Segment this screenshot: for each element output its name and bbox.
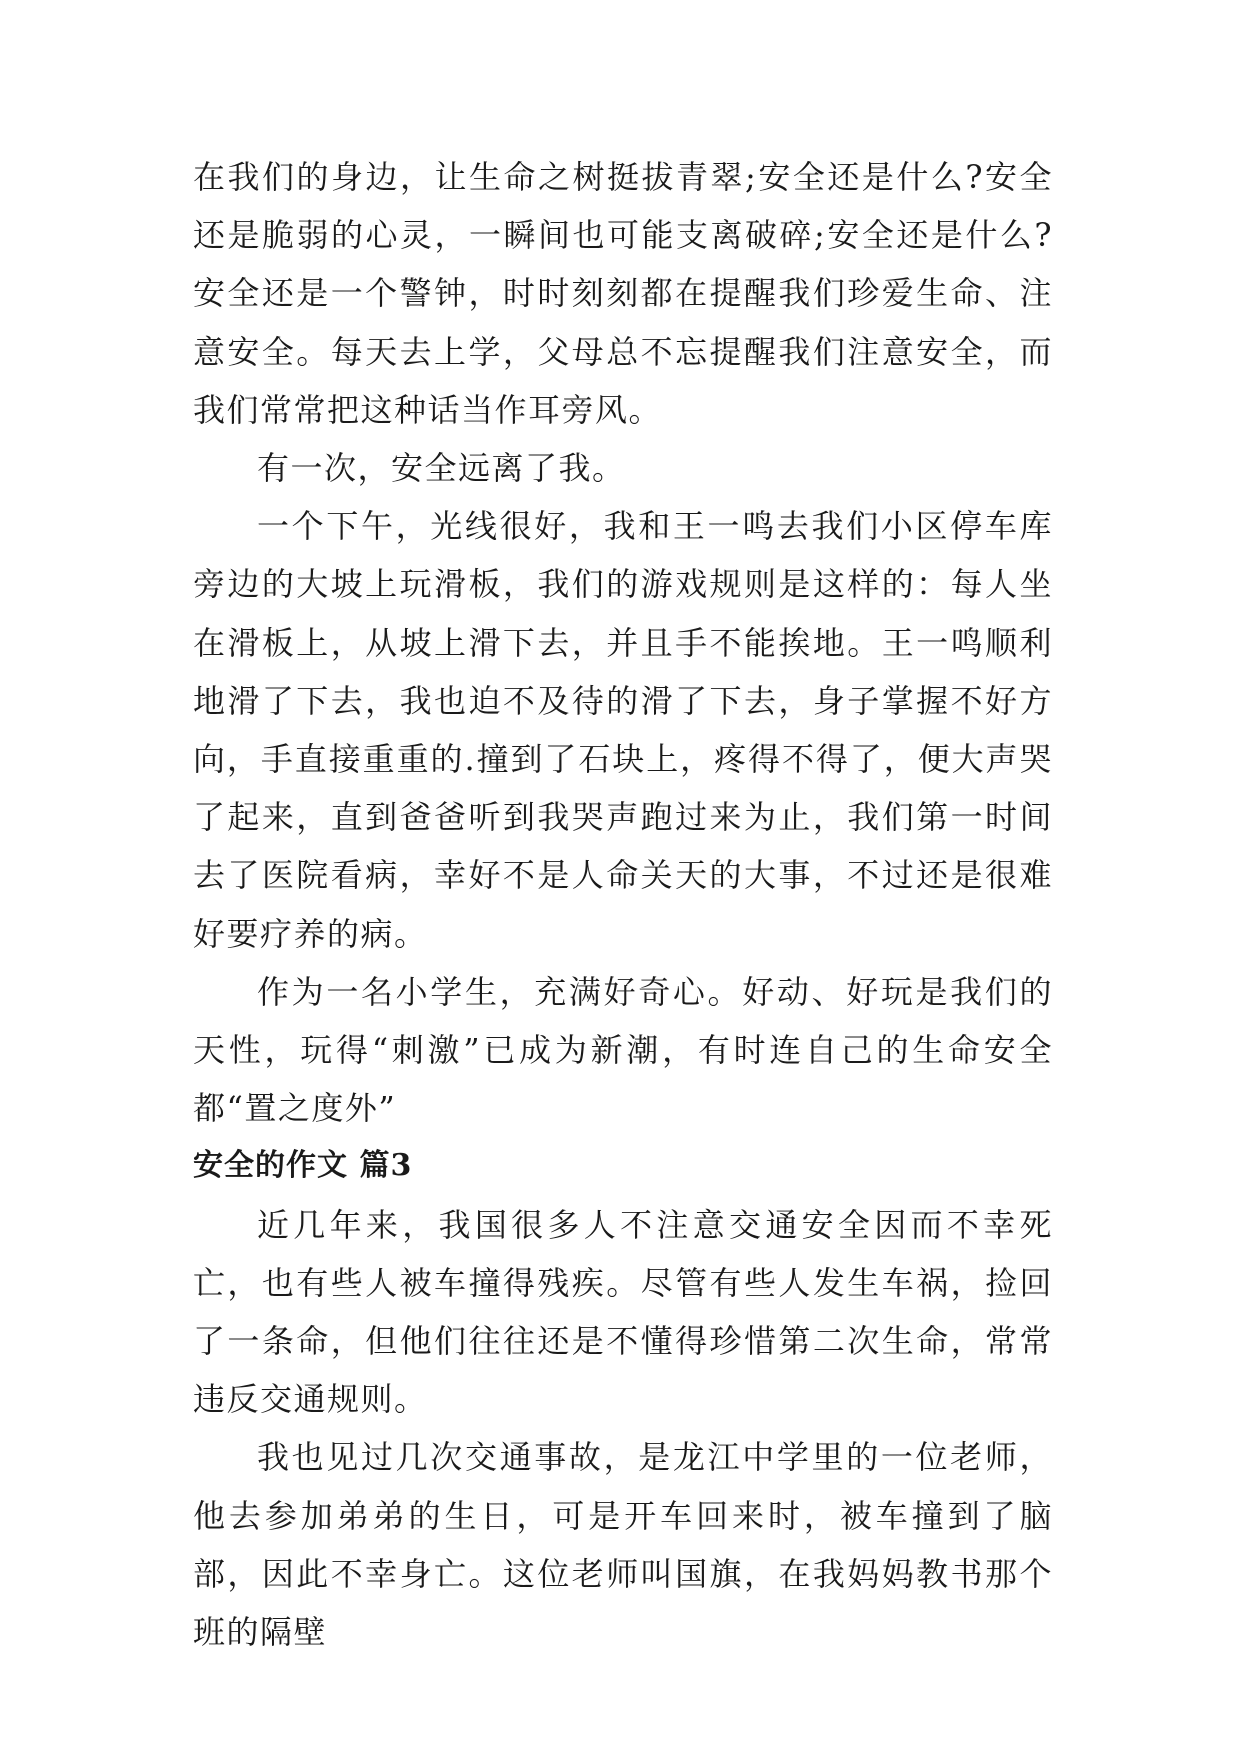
section-heading: 安全的作文 篇3: [193, 1148, 413, 1184]
paragraph: 作为一名小学生，充满好奇心。好动、好玩是我们的天性，玩得“刺激”已成为新潮，有时连自己的生命安全都“置之度外”: [193, 972, 1053, 1128]
paragraph: 近几年来，我国很多人不注意交通安全因而不幸死亡，也有些人被车撞得残疾。尽管有些人发生车祸，捡回了一条命，但他们往往还是不懂得珍惜第二次生命，常常违反交通规则。: [193, 1205, 1053, 1419]
paragraph: 我也见过几次交通事故，是龙江中学里的一位老师，他去参加弟弟的生日，可是开车回来时，被车撞到了脑部，因此不幸身亡。这位老师叫国旗，在我妈妈教书那个班的隔壁: [193, 1438, 1053, 1652]
document-body: [193, 148, 1053, 1661]
paragraph: 在我们的身边，让生命之树挺拔青翠;安全还是什么?安全还是脆弱的心灵，一瞬间也可能支离破碎;安全还是什么?安全还是一个警钟，时时刻刻都在提醒我们珍爱生命、注意安全。每天去上学，父母总不忘提醒我们注意安全，而我们常常把这种话当作耳旁风。: [193, 158, 1053, 429]
paragraph: 一个下午，光线很好，我和王一鸣去我们小区停车库旁边的大坡上玩滑板，我们的游戏规则是这样的：每人坐在滑板上，从坡上滑下去，并且手不能挨地。王一鸣顺利地滑了下去，我也迫不及待的滑了下去，身子掌握不好方向，手直接重重的.撞到了石块上，疼得不得了，便大声哭了起来，直到爸爸听到我哭声跑过来为止，我们第一时间去了医院看病，幸好不是人命关天的大事，不过还是很难好要疗养的病。: [193, 507, 1053, 953]
paragraph: 有一次，安全远离了我。: [257, 449, 626, 488]
